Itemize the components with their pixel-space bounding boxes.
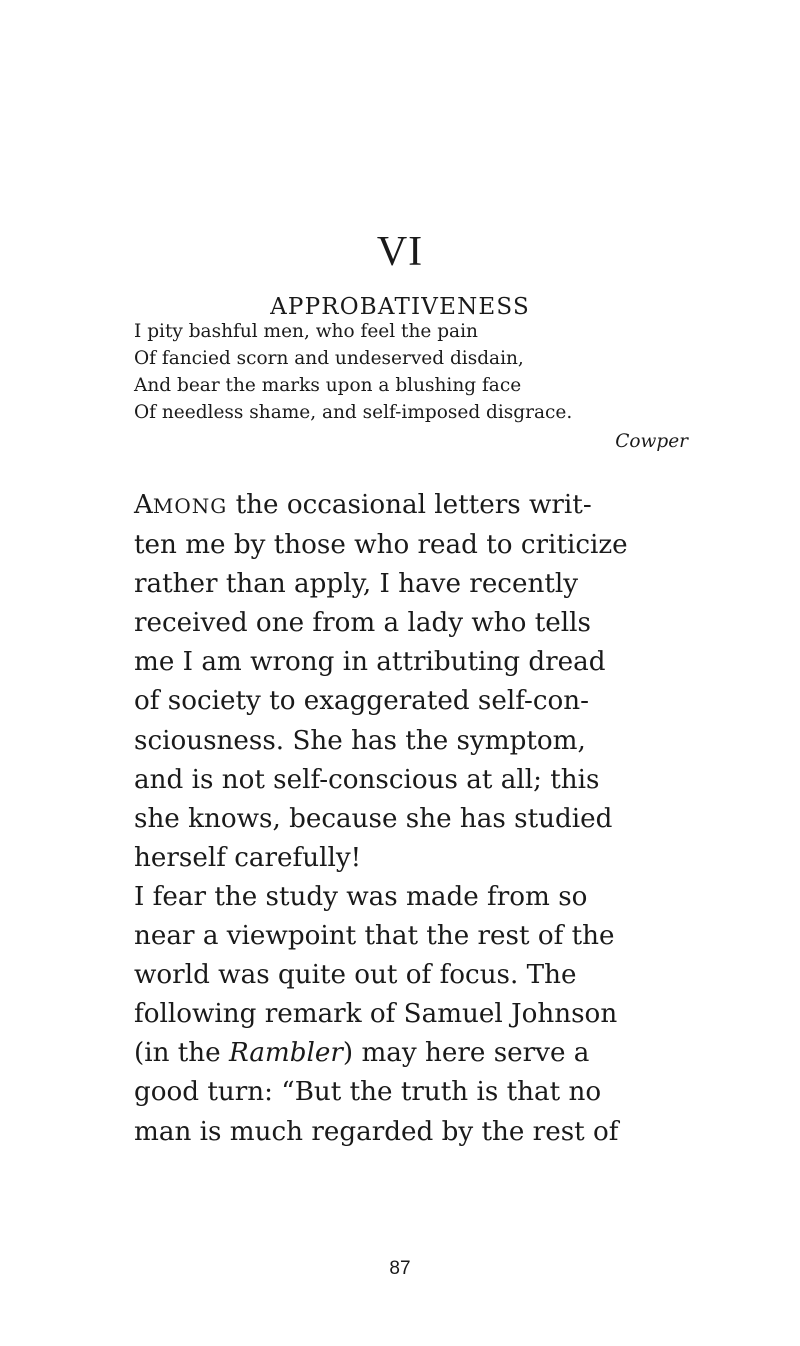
body-line: good turn: “But the truth is that no <box>134 1077 602 1108</box>
body-line: and is not self-conscious at all; this <box>134 764 600 795</box>
epigraph-line: I pity bashful men, who feel the pain <box>134 321 478 342</box>
epigraph <box>134 318 694 426</box>
page-number: 87 <box>389 1258 411 1279</box>
body-line: herself carefully! <box>134 842 362 873</box>
body-line: I fear the study was made from so <box>134 881 588 912</box>
small-caps-word: MONG <box>152 494 228 518</box>
chapter-number: VI <box>376 229 424 275</box>
body-line: following remark of Samuel Johnson <box>134 999 618 1030</box>
body-line <box>134 486 694 526</box>
body-line-text: ) may here serve a <box>342 1038 590 1069</box>
body-line <box>134 1034 694 1073</box>
body-line: ten me by those who read to criticize <box>134 530 628 561</box>
body-line: rather than apply, I have recently <box>134 569 579 600</box>
body-line-text: the occasional letters writ- <box>227 490 592 520</box>
body-line-text: (in the <box>134 1038 229 1069</box>
epigraph-attribution: Cowper <box>615 431 688 452</box>
rambler-title: Rambler <box>229 1038 343 1069</box>
body-line: world was quite out of focus. The <box>134 960 577 991</box>
body-line: of society to exaggerated self-con- <box>134 686 589 717</box>
body-line: she knows, because she has studied <box>134 803 613 834</box>
body-line: sciousness. She has the symptom, <box>134 725 586 756</box>
body-line: near a viewpoint that the rest of the <box>134 921 615 952</box>
body-text <box>134 486 694 1152</box>
epigraph-line: Of needless shame, and self-imposed disgrace. <box>134 402 573 423</box>
epigraph-line: And bear the marks upon a blushing face <box>134 375 522 396</box>
body-line: me I am wrong in attributing dread <box>134 647 606 678</box>
drop-initial: A <box>134 490 153 520</box>
epigraph-line: Of fancied scorn and undeserved disdain, <box>134 348 524 369</box>
body-line: man is much regarded by the rest of <box>134 1116 619 1147</box>
body-line: received one from a lady who tells <box>134 608 591 639</box>
chapter-title: APPROBATIVENESS <box>270 294 530 320</box>
